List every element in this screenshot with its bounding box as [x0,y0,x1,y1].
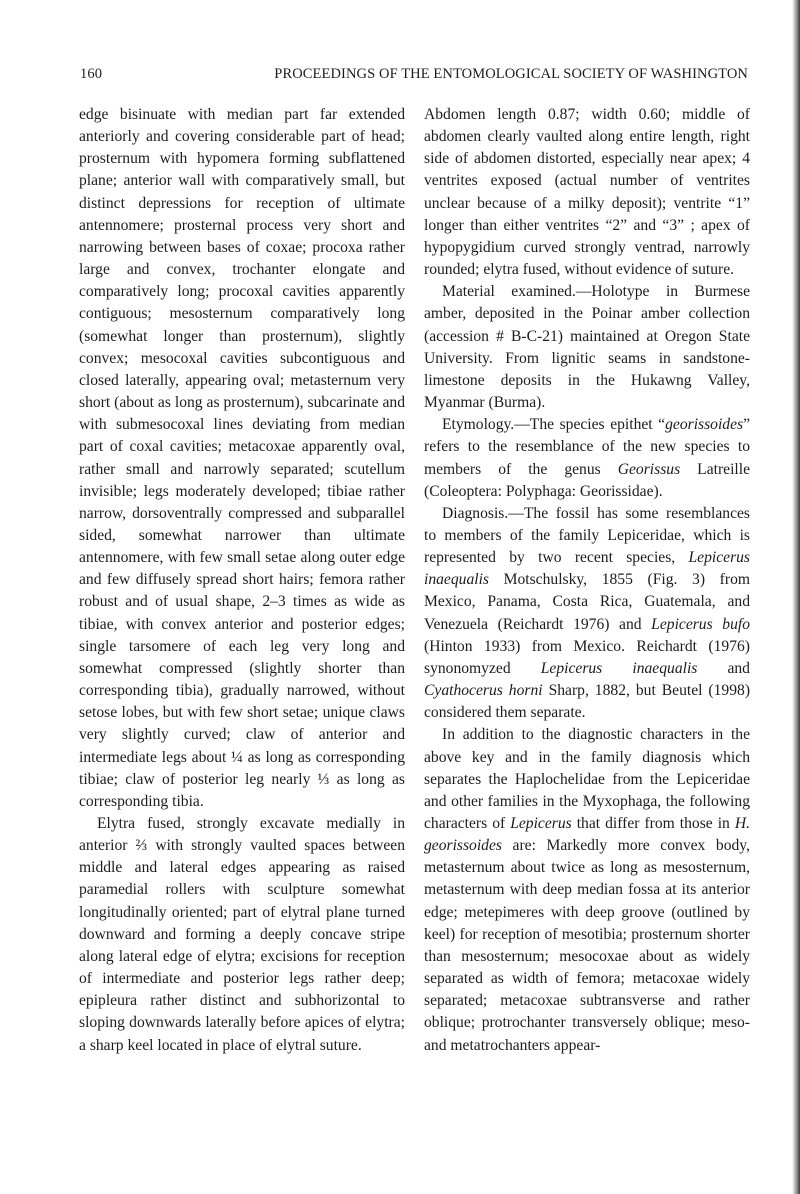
diagnosis-text: The fossil has some resemblances to members of the family Lepiceridae, which is represented by two recent species, [424,504,750,567]
etymology-text: Latreille (Coleoptera: Polyphaga: Georissidae). [424,460,750,500]
running-header [80,66,748,90]
paragraph-elytra-description: Elytra fused, strongly excavate medially in anterior ⅔ with strongly vaulted spaces between middle and lateral edges appearing as raised paramedial rollers with sculpture somewhat longitudinally oriented; part of elytral plane turned downward and forming a deeply concave stripe along lateral edge of elytra; excisions for reception of intermediate and posterior legs rather deep; epipleura rather distinct and subhorizontal to sloping downwards laterally before apices of elytra; a sharp keel located in place of elytral suture. [79,815,405,1054]
section-lead-diagnosis: Diagnosis.— [442,504,524,522]
paragraph-diagnosis [424,503,750,725]
species-name: Lepicerus inaequalis [424,549,750,589]
journal-title: PROCEEDINGS OF THE ENTOMOLOGICAL SOCIETY OF WASHINGTON [274,66,748,82]
species-name: Lepicerus inaequalis [540,659,698,677]
material-text: Holotype in Burmese amber, deposited in the Poinar amber collection (accession # B-C-21) maintained at Oregon State University. From lignitic seams in sandstone-limestone deposits in the Hukawng Valley, Myanmar (Burma). [424,283,750,412]
section-lead-material: Material examined.— [442,283,592,301]
diagnosis-text: and [697,659,750,677]
page-edge-shadow [792,0,800,1194]
paragraph-etymology [424,414,750,503]
etymology-text: ” refers to the resemblance of the new species to members of the genus [424,416,750,478]
diagnosis-text: (Hinton 1933) from Mexico. Reichardt (1976) synonomyzed [424,637,750,677]
comparison-text: are: Markedly more convex body, metasternum about twice as long as mesosternum, metasternum with deep median fossa at its anterior edge; metepimeres with deep groove (outlined by keel) for reception of mesotibia; prosternum shorter than mesosternum; mesocoxae about as widely separated as width of femora; metacoxae widely separated; metacoxae subtransverse and rather oblique; protrochanter transversely oblique; meso- and metatrochanters appear- [424,837,750,1054]
comparison-text: In addition to the diagnostic characters in the above key and in the family diagnosis which separates the Haplochelidae from the Lepiceridae and other families in the Myxophaga, the following characters of [424,726,750,832]
paragraph-thorax-description: edge bisinuate with median part far extended anteriorly and covering considerable part of head; prosternum with hypomera forming subflattened plane; anterior wall with comparatively small, but distinct depressions for reception of ultimate antennomere; prosternal process very short and narrowing between bases of coxae; procoxa rather large and convex, trochanter elongate and comparatively long; procoxal cavities apparently contiguous; mesosternum comparatively long (somewhat longer than prosternum), slightly convex; mesocoxal cavities subcontiguous and closed laterally, appearing oval; metasternum very short (about as long as prosternum), subcarinate and with submesocoxal lines deviating from median part of coxal cavities; metacoxae apparently oval, rather small and narrowly separated; scutellum invisible; legs moderately developed; tibiae rather narrow, dorsoventrally compressed and subparallel sided, somewhat narrower than ultimate antennomere, with few small setae along outer edge and few diffusely spread short hairs; femora rather robust and of usual shape, 2–3 times as wide as tibiae, with convex anterior and posterior edges; single tarsomere of each leg very long and somewhat compressed (slightly shorter than corresponding tibia), gradually narrowed, without setose lobes, but with few short setae; unique claws very slightly curved; claw of anterior and intermediate legs about ¼ as long as corresponding tibiae; claw of posterior leg nearly ⅓ as long as corresponding tibia. [79,106,405,810]
genus-name: Georissus [617,460,681,478]
paragraph-comparison [424,724,750,1056]
comparison-text: that differ from those in [571,815,735,832]
diagnosis-text: Sharp, 1882, but Beutel (1998) considered them separate. [424,682,751,722]
section-lead-etymology: Etymology.— [442,416,530,434]
left-column [79,104,405,1057]
etymology-text: The species epithet “ [529,416,666,434]
genus-name: Lepicerus [510,815,572,832]
species-epithet: georissoides [665,416,744,434]
species-name: Lepicerus bufo [651,615,750,633]
species-name: H. georissoides [424,815,750,855]
page-number: 160 [80,66,103,82]
right-column [424,104,750,1057]
paragraph-abdomen-description: Abdomen length 0.87; width 0.60; middle of abdomen clearly vaulted along entire length, right side of abdomen distorted, especially near apex; 4 ventrites exposed (actual number of ventrites unclear because of a milky deposit); ventrite “1” longer than either ventrites “2” and “3” ; apex of hypopygidium curved strongly ventrad, narrowly rounded; elytra fused, without evidence of suture. [424,106,750,279]
diagnosis-text: Motschulsky, 1855 (Fig. 3) from Mexico, Panama, Costa Rica, Guatemala, and Venezuela (Reichardt 1976) and [424,571,750,633]
species-name: Cyathocerus horni [424,682,543,700]
paragraph-material-examined [424,281,750,414]
